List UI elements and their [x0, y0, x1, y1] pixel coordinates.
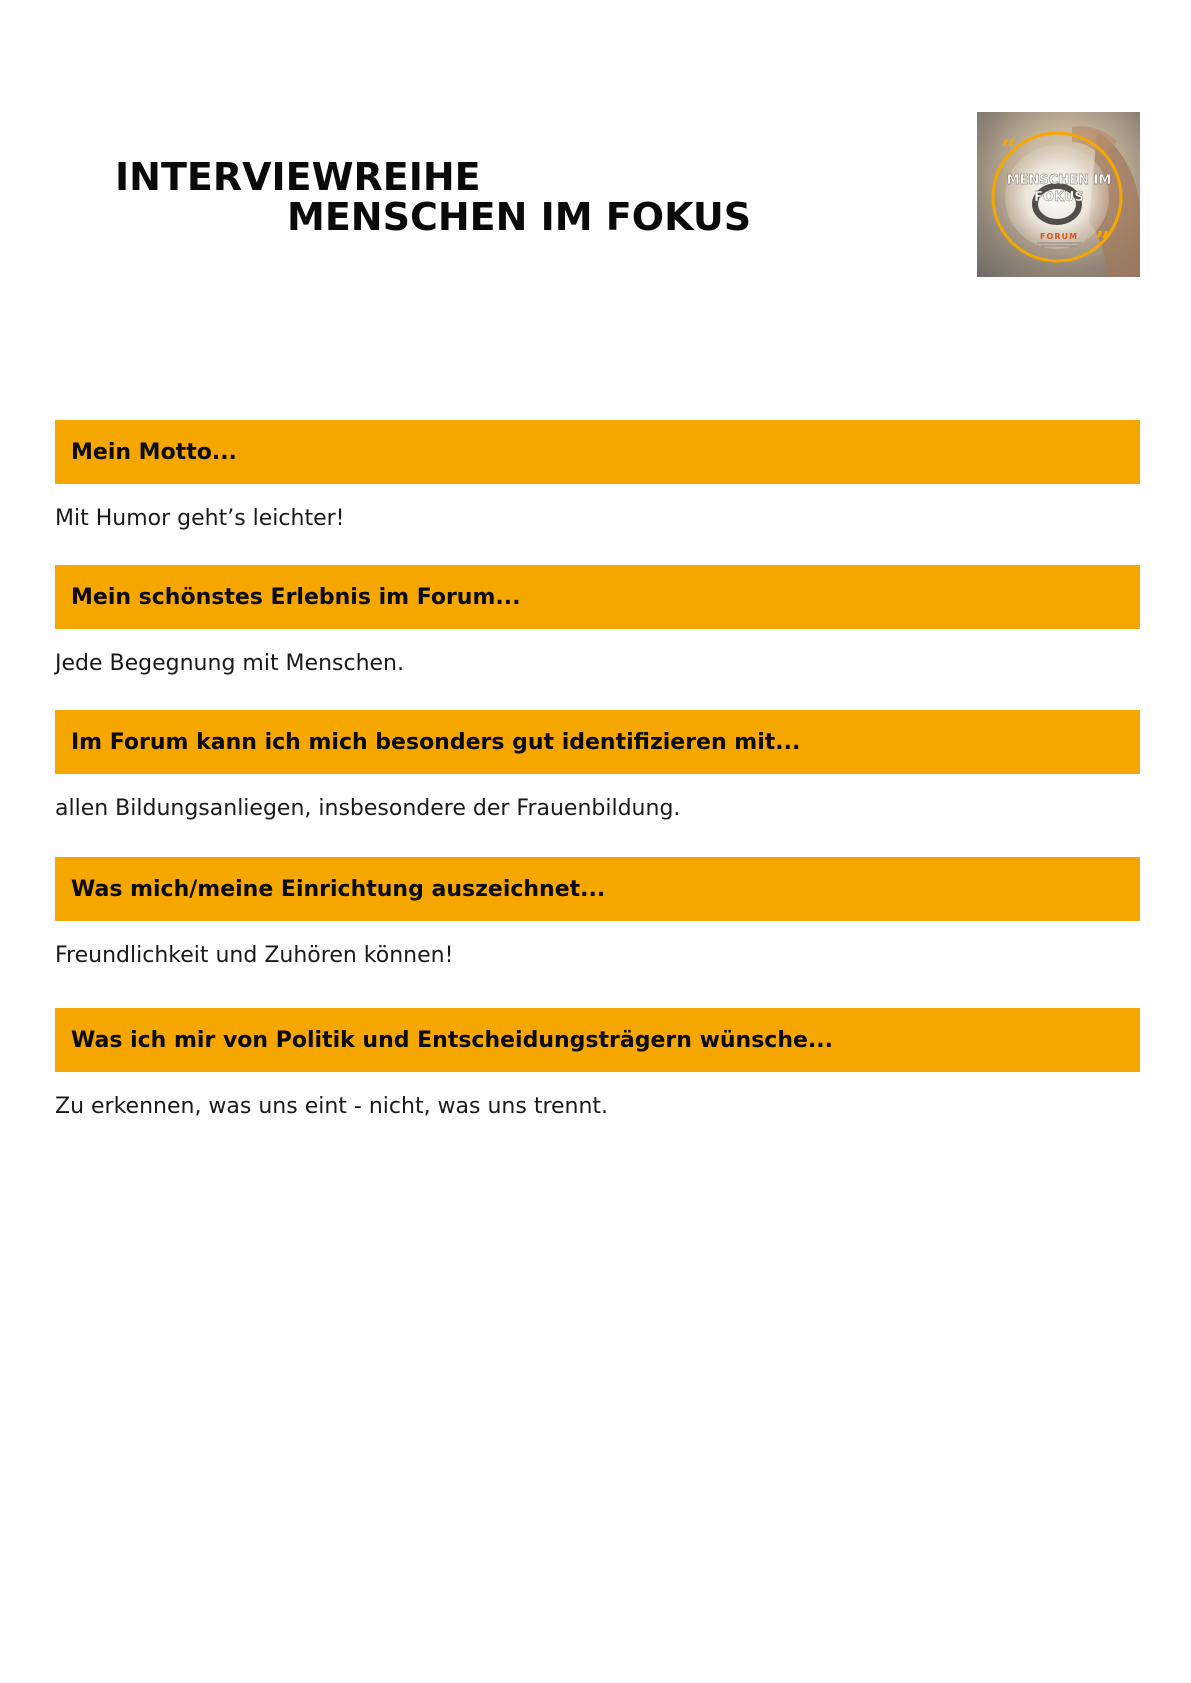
question-text: Was ich mir von Politik und Entscheidungsträgern wünsche... — [71, 1027, 834, 1053]
answer-text: Jede Begegnung mit Menschen. — [55, 651, 404, 676]
open-quote-icon: “ — [1001, 135, 1016, 165]
logo-brand-text: FORUM — [1040, 232, 1078, 241]
question-bar — [55, 565, 1140, 629]
question-bar — [55, 1008, 1140, 1072]
answer-text: Mit Humor geht’s leichter! — [55, 506, 345, 531]
logo-text-line-1: MENSCHEN IM — [1006, 173, 1112, 188]
qa-block-identifizieren — [55, 710, 1140, 821]
menschen-im-fokus-logo — [977, 112, 1140, 277]
answer-text: Zu erkennen, was uns eint - nicht, was uns trennt. — [55, 1094, 609, 1119]
close-quote-icon: ” — [1095, 227, 1110, 257]
qa-block-wuensche — [55, 1008, 1140, 1119]
answer-text: allen Bildungsanliegen, insbesondere der Frauenbildung. — [55, 796, 681, 821]
question-text: Mein Motto... — [71, 439, 237, 465]
qa-block-erlebnis — [55, 565, 1140, 676]
question-bar — [55, 420, 1140, 484]
answer-text: Freundlichkeit und Zuhören können! — [55, 943, 454, 968]
question-text: Was mich/meine Einrichtung auszeichnet... — [71, 876, 606, 902]
question-bar — [55, 857, 1140, 921]
title-line-2: MENSCHEN IM FOKUS — [287, 195, 752, 239]
qa-block-motto — [55, 420, 1140, 531]
question-text: Mein schönstes Erlebnis im Forum... — [71, 584, 521, 610]
logo-text-line-2: FOKUS — [1034, 190, 1084, 205]
question-bar — [55, 710, 1140, 774]
title-line-1: INTERVIEWREIHE — [115, 155, 481, 199]
qa-block-auszeichnet — [55, 857, 1140, 968]
question-text: Im Forum kann ich mich besonders gut identifizieren mit... — [71, 729, 801, 755]
